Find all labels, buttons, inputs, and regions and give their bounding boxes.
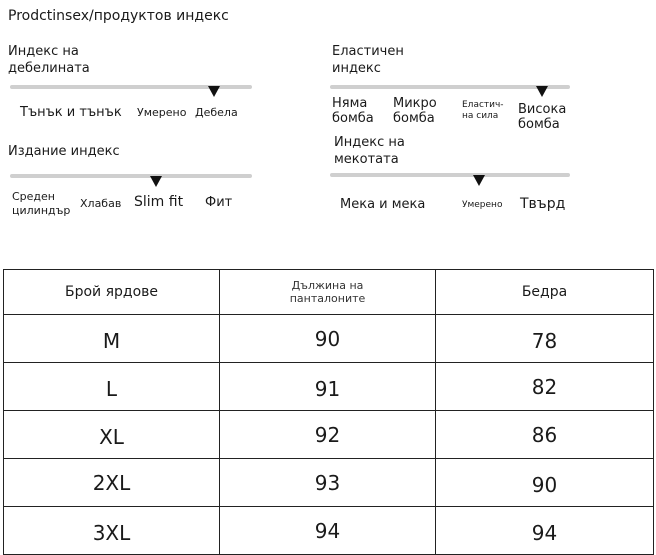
- table-header-row: [4, 270, 654, 315]
- elastic-scale-track: [330, 85, 570, 89]
- elastic-option-micro: [393, 96, 437, 126]
- thickness-option-moderate: Умерено: [137, 106, 187, 119]
- cell-length: 90: [220, 315, 436, 363]
- elastic-option-none-line1: Няма: [332, 96, 368, 111]
- cell-hips: 94: [436, 507, 654, 555]
- cell-length: 94: [220, 507, 436, 555]
- header-hips: Бедра: [436, 270, 654, 315]
- table-row: [4, 459, 654, 507]
- elastic-option-elastic-line1: Еластич-: [462, 100, 504, 110]
- thickness-label-line2: дебелината: [8, 61, 90, 76]
- header-pants-length-line2: панталоните: [289, 292, 366, 305]
- elastic-option-micro-line1: Микро: [393, 96, 437, 111]
- softness-label-line2: мекотата: [334, 152, 399, 167]
- table-row: [4, 315, 654, 363]
- elastic-option-high: [518, 102, 566, 132]
- softness-scale-track: [330, 173, 570, 177]
- softness-label-line1: Индекс на: [334, 135, 405, 150]
- softness-marker: [473, 175, 485, 186]
- cell-size: M: [4, 315, 220, 363]
- elastic-option-micro-line2: бомба: [393, 111, 435, 126]
- header-pants-length: [220, 270, 436, 315]
- elastic-option-elastic-line2: на сила: [462, 111, 499, 121]
- elastic-option-high-line1: Висока: [518, 102, 567, 117]
- header-pants-length-line1: Дължина на: [291, 279, 364, 292]
- cell-length: 92: [220, 411, 436, 459]
- cell-length: 91: [220, 363, 436, 411]
- size-table: [3, 269, 654, 555]
- edition-label: Издание индекс: [8, 144, 120, 159]
- elastic-marker: [536, 86, 548, 97]
- softness-option-hard: Твърд: [520, 196, 566, 212]
- elastic-option-none: [332, 96, 374, 126]
- edition-option-medium: [12, 190, 70, 218]
- thickness-marker: [208, 86, 220, 97]
- thickness-option-thin: Тънък и тънък: [20, 105, 122, 120]
- elastic-option-none-line2: бомба: [332, 111, 374, 126]
- cell-size: 2XL: [4, 459, 220, 507]
- cell-size: 3XL: [4, 507, 220, 555]
- header-size: Брой ярдове: [4, 270, 220, 315]
- cell-hips: 86: [436, 411, 654, 459]
- softness-option-moderate: Умерено: [462, 200, 503, 210]
- edition-option-medium-line1: Среден: [12, 190, 55, 203]
- edition-option-slim-fit: Slim fit: [134, 194, 184, 210]
- softness-label: [334, 134, 405, 168]
- elastic-option-high-line2: бомба: [518, 117, 560, 132]
- thickness-label: [8, 43, 90, 77]
- elastic-label-line2: индекс: [332, 61, 381, 76]
- softness-option-soft: Мека и мека: [340, 197, 426, 212]
- cell-hips: 90: [436, 459, 654, 507]
- edition-scale-track: [10, 174, 252, 178]
- edition-option-loose: Хлабав: [80, 197, 122, 210]
- thickness-option-thick: Дебела: [195, 106, 238, 119]
- page-title: Prodctinsex/продуктов индекс: [8, 8, 229, 24]
- thickness-label-line1: Индекс на: [8, 44, 79, 59]
- cell-length: 93: [220, 459, 436, 507]
- table-row: [4, 411, 654, 459]
- elastic-label: [332, 43, 404, 77]
- cell-size: XL: [4, 411, 220, 459]
- edition-marker: [150, 176, 162, 187]
- elastic-option-elastic: [462, 100, 504, 122]
- edition-option-medium-line2: цилиндър: [12, 204, 71, 217]
- table-row: [4, 507, 654, 555]
- elastic-label-line1: Еластичен: [332, 44, 404, 59]
- cell-hips: 82: [436, 363, 654, 411]
- cell-size: L: [4, 363, 220, 411]
- table-row: [4, 363, 654, 411]
- edition-option-fit: Фит: [205, 195, 233, 210]
- cell-hips: 78: [436, 315, 654, 363]
